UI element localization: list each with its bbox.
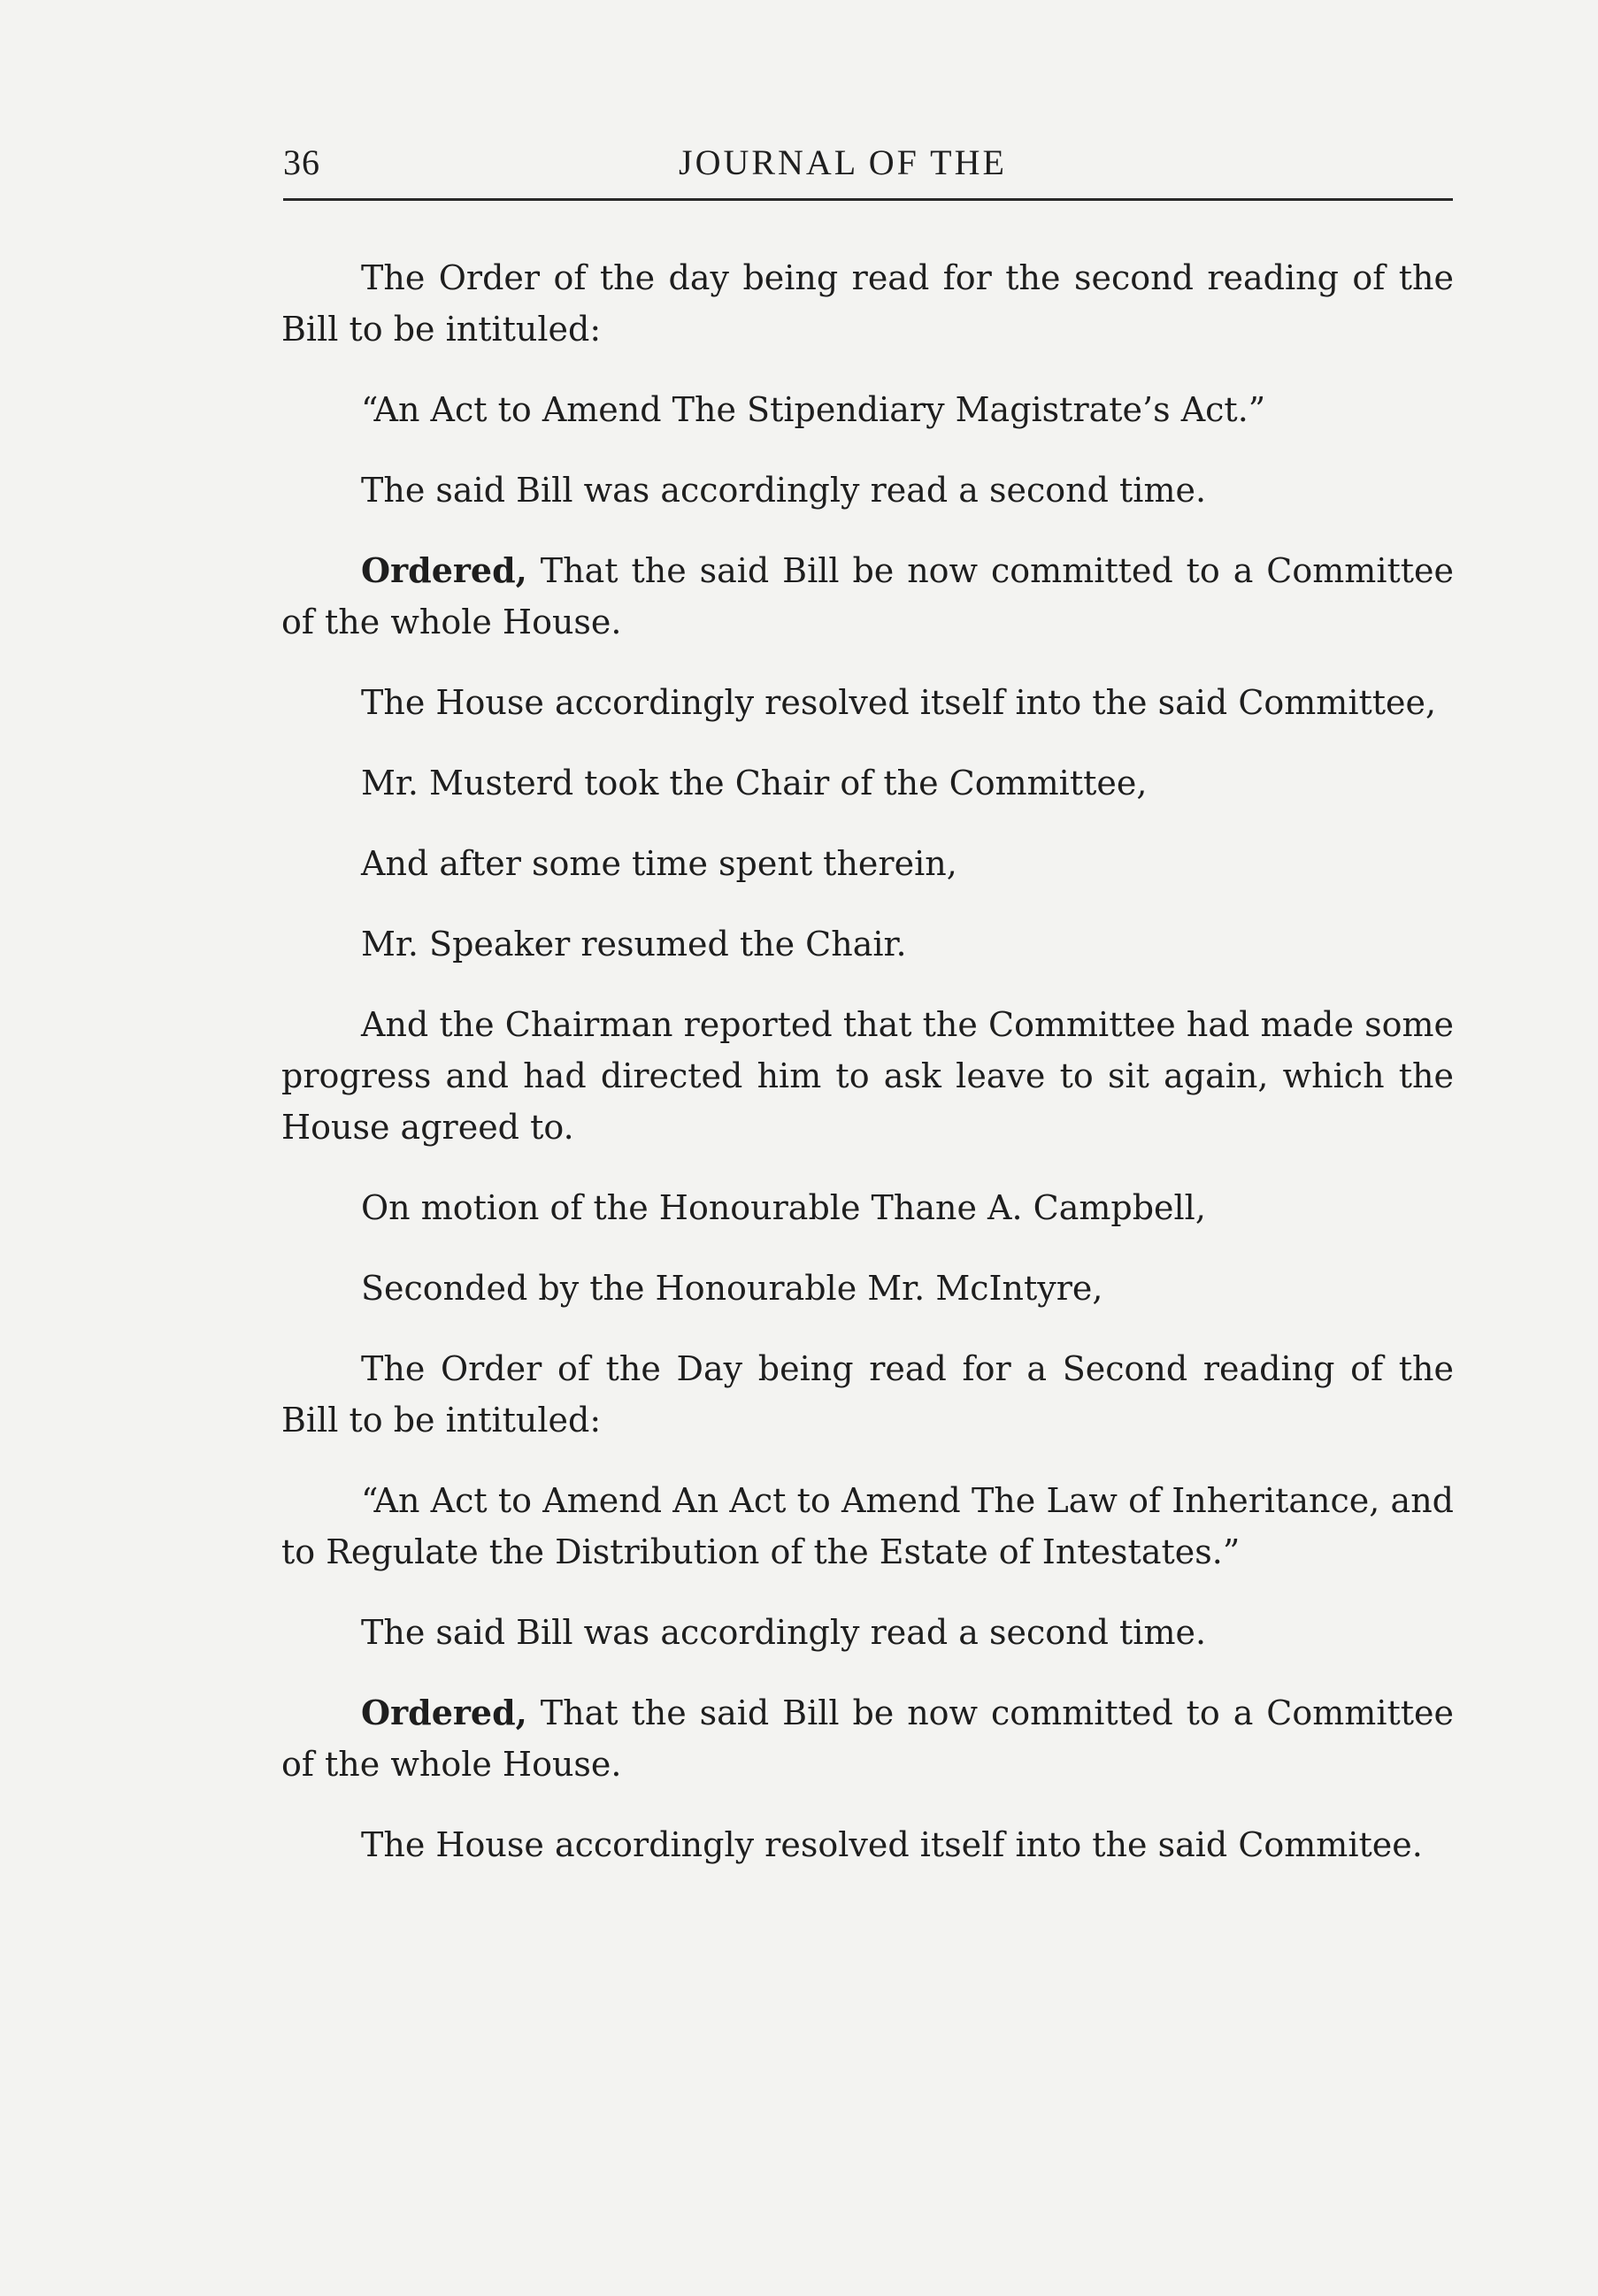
paragraph-text: “An Act to Amend The Stipendiary Magistrate’s Act.” [361, 390, 1266, 429]
running-head: JOURNAL OF THE [679, 142, 1007, 182]
paragraph [281, 1687, 1454, 1790]
paragraph-text: The House accordingly resolved itself into the said Committee, [361, 683, 1437, 722]
paragraph-text: And after some time spent therein, [361, 844, 957, 883]
paragraph-text: And the Chairman reported that the Committee had made some progress and had directed him to ask leave to sit again, which the House agreed to. [281, 1005, 1454, 1147]
paragraph-text: On motion of the Honourable Thane A. Campbell, [361, 1188, 1206, 1227]
paragraph-text: “An Act to Amend An Act to Amend The Law of Inheritance, and to Regulate the Distribution of the Estate of Intestates.” [281, 1481, 1454, 1571]
paragraph [281, 252, 1454, 355]
paragraph-text: The said Bill was accordingly read a second time. [361, 471, 1207, 510]
paragraph [281, 1182, 1454, 1233]
paragraph-text: The House accordingly resolved itself into the said Commitee. [361, 1825, 1423, 1864]
paragraph [281, 918, 1454, 970]
paragraph [281, 757, 1454, 809]
paragraph-text: Mr. Speaker resumed the Chair. [361, 925, 907, 964]
paragraph-lead: Ordered, [361, 550, 527, 590]
paragraph [281, 465, 1454, 516]
paragraph-text: That the said Bill be now committed to a Committee of the whole House. [281, 1693, 1454, 1784]
header-rule [283, 198, 1453, 201]
paragraph [281, 1475, 1454, 1578]
paragraph [281, 384, 1454, 435]
paragraph [281, 1607, 1454, 1658]
page-header [283, 142, 1451, 188]
paragraph-text: That the said Bill be now committed to a Committee of the whole House. [281, 551, 1454, 641]
paragraph-text: The Order of the day being read for the second reading of the Bill to be intituled: [281, 258, 1454, 349]
page-number: 36 [283, 142, 320, 182]
paragraph-text: Seconded by the Honourable Mr. McIntyre, [361, 1269, 1103, 1308]
paragraph [281, 1263, 1454, 1314]
paragraph [281, 1343, 1454, 1446]
paragraph [281, 1819, 1454, 1870]
paragraph [281, 999, 1454, 1153]
paragraph [281, 545, 1454, 648]
paragraph-text: The said Bill was accordingly read a second time. [361, 1613, 1207, 1652]
paragraph-text: The Order of the Day being read for a Second reading of the Bill to be intituled: [281, 1349, 1454, 1440]
paragraph-text: Mr. Musterd took the Chair of the Committee, [361, 764, 1148, 802]
paragraph [281, 677, 1454, 728]
paragraph-lead: Ordered, [361, 1693, 527, 1732]
journal-body [281, 252, 1454, 1900]
paragraph [281, 838, 1454, 889]
